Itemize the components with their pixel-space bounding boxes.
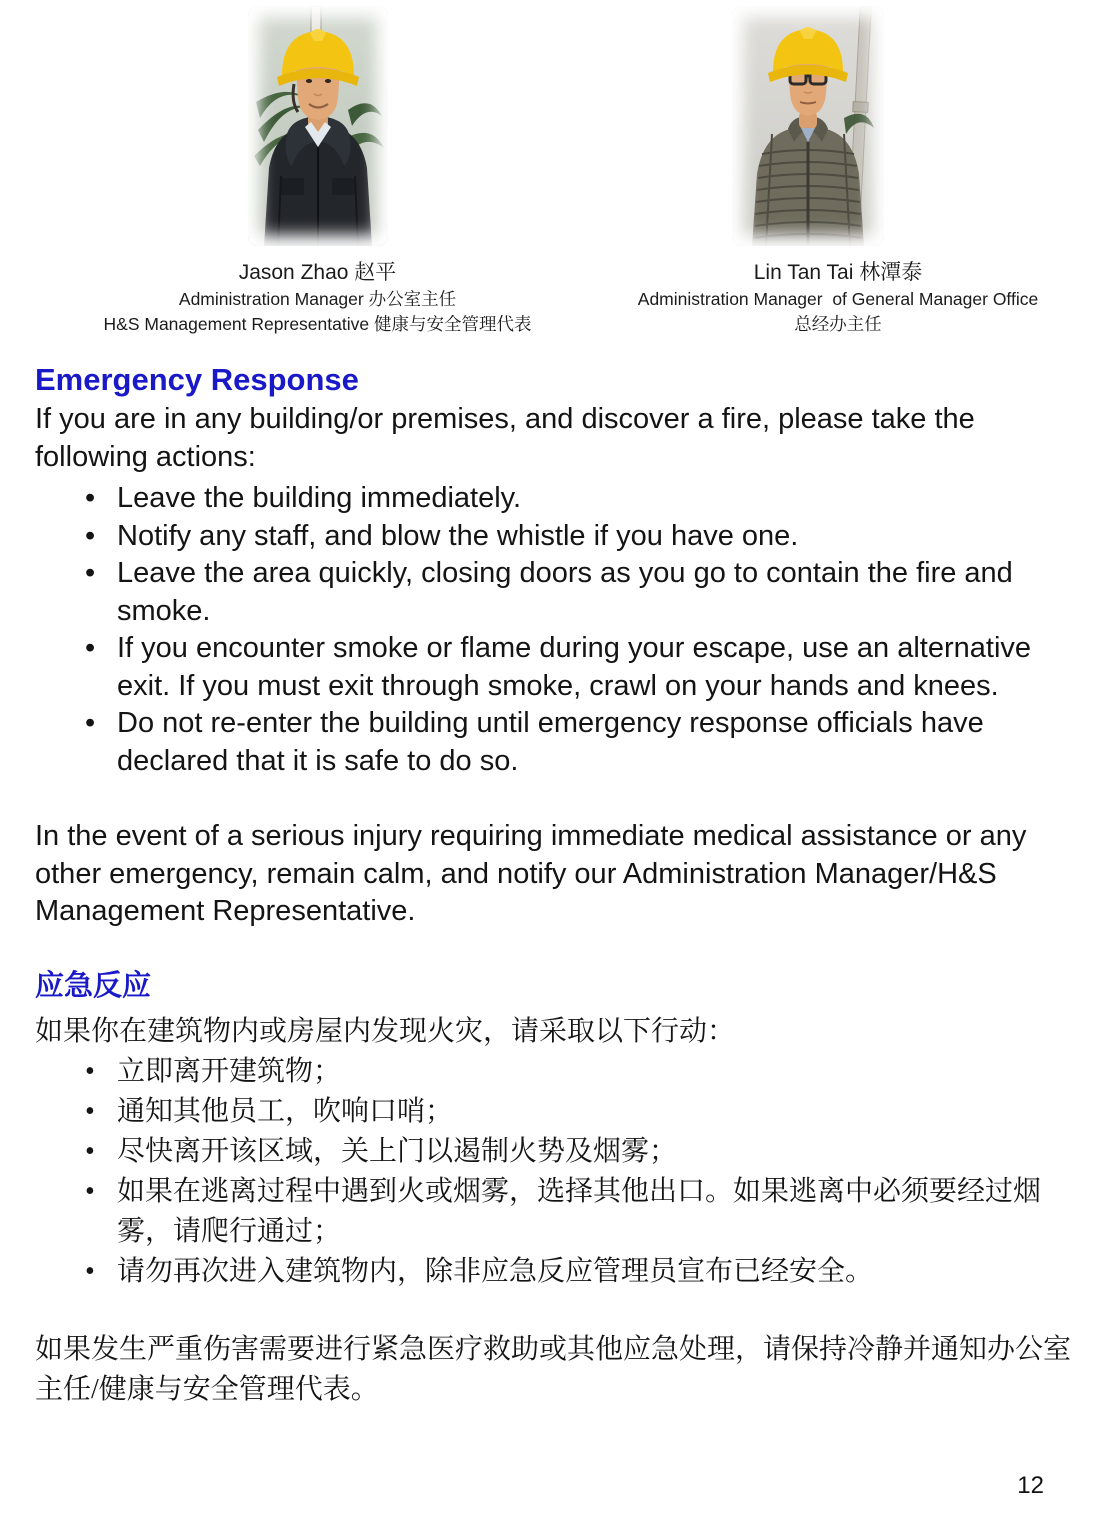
person-block-jason-zhao	[55, 6, 580, 337]
fire-action-item-zh: • 请勿再次进入建筑物内，除非应急反应管理员宣布已经安全。	[81, 1252, 1085, 1292]
photo-lin-tan-tai-illustration	[732, 6, 884, 246]
fire-action-item: • Do not re-enter the building until emergency response officials have declared that it is safe to do so.	[81, 705, 1085, 780]
page-content	[0, 362, 1120, 1410]
person-name: Lin Tan Tai 林潭泰	[753, 261, 923, 284]
fire-actions-list-zh	[35, 1052, 1085, 1292]
fire-action-item-zh: • 立即离开建筑物；	[81, 1052, 1085, 1092]
photo-jason-zhao-illustration	[248, 6, 388, 246]
caption-jason-zhao	[55, 259, 580, 337]
photo-jason-zhao	[248, 6, 388, 246]
person-title-line-1: Administration Manager 办公室主任	[178, 289, 457, 309]
person-title-line-1: Administration Manager of General Manager Office	[637, 289, 1039, 309]
emergency-response-heading-zh: 应急反应	[35, 969, 152, 1002]
fire-action-item: • Leave the building immediately.	[81, 480, 1085, 518]
jacket-pocket	[281, 178, 304, 195]
fire-action-item-zh: • 尽快离开该区域，关上门以遏制火势及烟雾；	[81, 1132, 1085, 1172]
page-number: 12	[1017, 1472, 1044, 1499]
fire-action-item: • Leave the area quickly, closing doors as you go to contain the fire and smoke.	[81, 555, 1085, 630]
medical-emergency-paragraph-zh: 如果发生严重伤害需要进行紧急医疗救助或其他应急处理，请保持冷静并通知办公室主任/健康与安全管理代表。	[35, 1333, 1072, 1405]
person-title-line-2: 总经办主任	[794, 314, 882, 334]
chinese-section-body	[35, 1012, 1085, 1410]
caption-lin-tan-tai	[598, 259, 1078, 337]
english-section-body	[35, 401, 1085, 931]
fire-instructions-intro-zh: 如果你在建筑物内或房屋内发现火灾，请采取以下行动：	[35, 1015, 736, 1047]
photo-frame	[55, 6, 580, 246]
fire-actions-list	[35, 480, 1085, 780]
medical-emergency-paragraph: In the event of a serious injury requiring immediate medical assistance or any other emergency, remain calm, and notify our Administration Manager/H&S Management Representative.	[35, 820, 1027, 927]
people-photos-row	[0, 0, 1120, 337]
fire-action-item-zh: • 如果在逃离过程中遇到火或烟雾，选择其他出口。如果逃离中必须要经过烟雾，请爬行通过；	[81, 1172, 1085, 1252]
fire-instructions-intro: If you are in any building/or premises, and discover a fire, please take the following actions:	[35, 403, 975, 473]
person-title-line-2: H&S Management Representative 健康与安全管理代表	[103, 314, 532, 334]
fire-action-item-zh: • 通知其他员工，吹响口哨；	[81, 1092, 1085, 1132]
jacket-pocket	[332, 178, 355, 195]
photo-lin-tan-tai	[732, 6, 884, 246]
fire-action-item: • Notify any staff, and blow the whistle if you have one.	[81, 518, 1085, 556]
photo-frame	[598, 6, 1078, 246]
person-name: Jason Zhao 赵平	[238, 261, 397, 284]
emergency-response-heading: Emergency Response	[35, 362, 359, 397]
person-block-lin-tan-tai	[598, 6, 1078, 337]
fire-action-item: • If you encounter smoke or flame during your escape, use an alternative exit. If you must exit through smoke, crawl on your hands and knees.	[81, 630, 1085, 705]
